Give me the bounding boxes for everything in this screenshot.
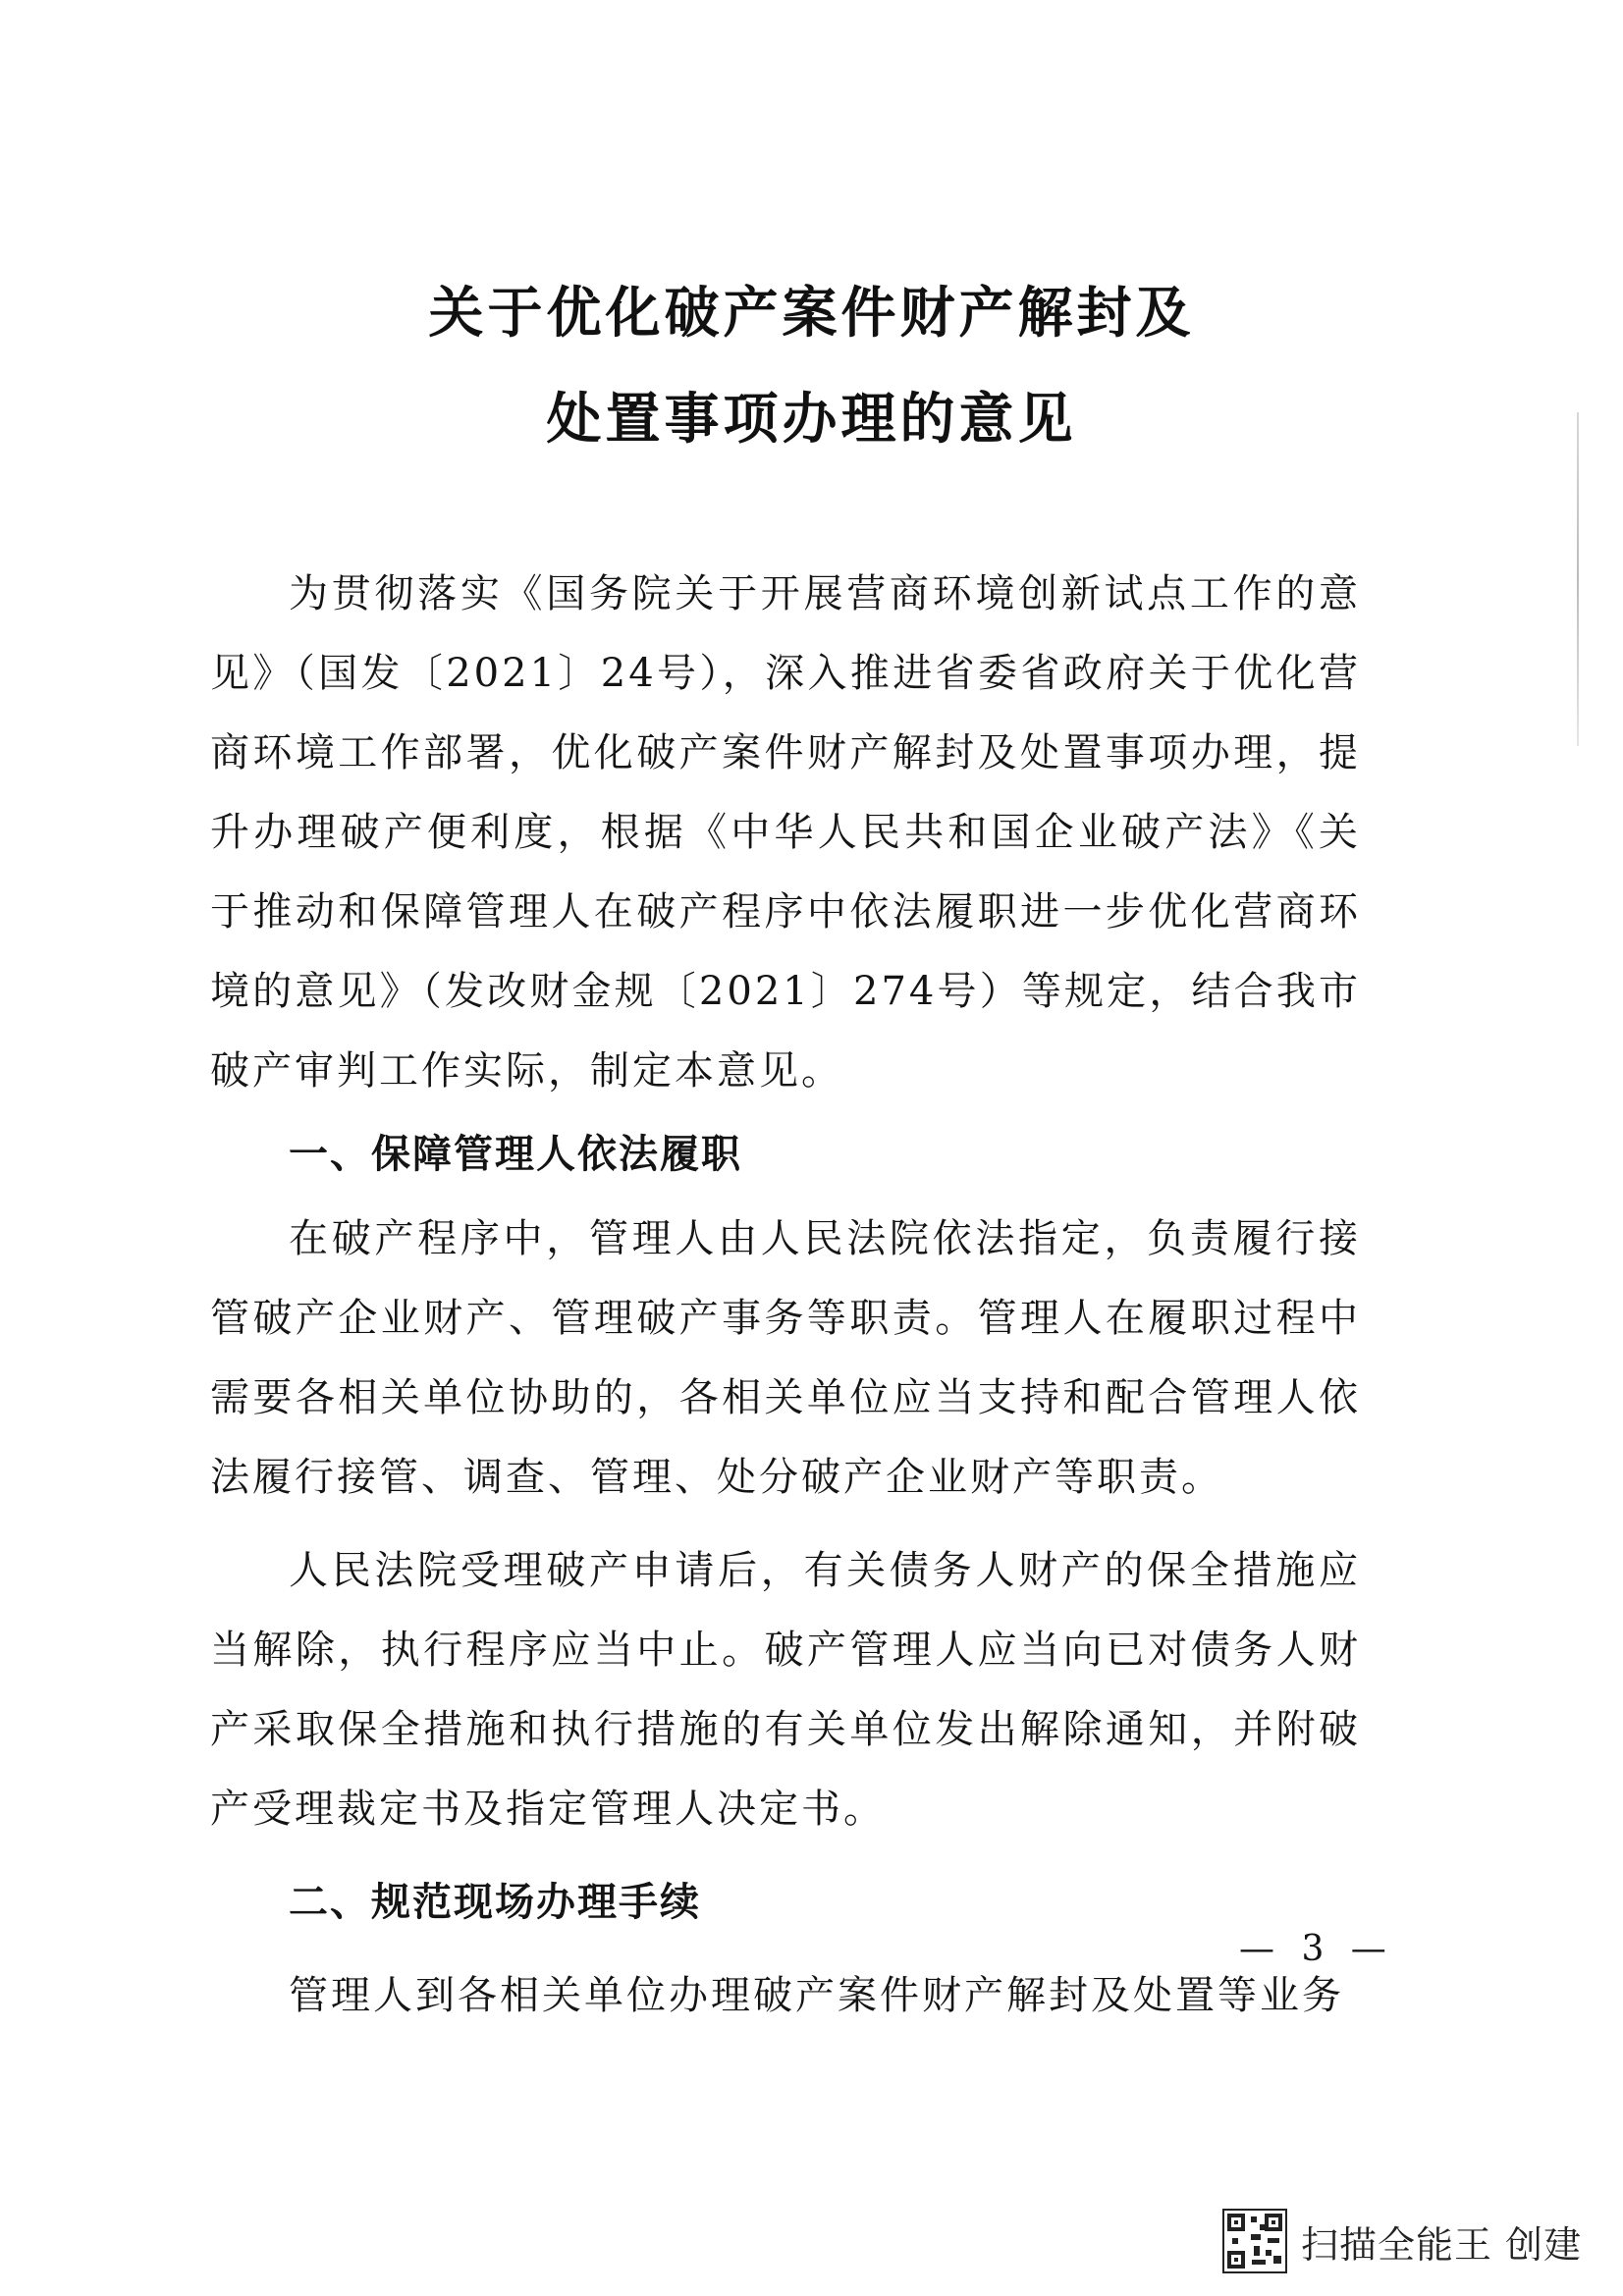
page-number: — 3 — [1239,1929,1394,1969]
section-heading-1: 一、保障管理人依法履职 [289,1132,742,1177]
document-title-line-2: 处置事项办理的意见 [546,388,1077,452]
qr-code-icon [1222,2209,1287,2273]
paragraph-section-2-a: 管理人到各相关单位办理破产案件财产解封及处置等业务 [289,1973,1344,2018]
document-title-line-1: 关于优化破产案件财产解封及 [428,282,1195,346]
paragraph-section-1-b: 人民法院受理破产申请后，有关债务人财产的保全措施应当解除，执行程序应当中止。破产管理人应当向已对债务人财产采取保全措施和执行措施的有关单位发出解除通知，并附破产受理裁定书及指定管理人决定书。 [210,1548,1361,1832]
scanner-watermark [1222,2207,1582,2275]
paragraph-section-1-a: 在破产程序中，管理人由人民法院依法指定，负责履行接管破产企业财产、管理破产事务等职责。管理人在履职过程中需要各相关单位协助的，各相关单位应当支持和配合管理人依法履行接管、调查、管理、处分破产企业财产等职责。 [210,1216,1361,1500]
document-body [210,555,1361,2036]
watermark-text: 扫描全能王 创建 [1301,2222,1583,2267]
section-heading-2: 二、规范现场办理手续 [289,1880,701,1925]
paragraph-preamble: 为贯彻落实《国务院关于开展营商环境创新试点工作的意见》（国发〔2021〕24号），深入推进省委省政府关于优化营商环境工作部署，优化破产案件财产解封及处置事项办理，提升办理破产便利度，根据《中华人民共和国企业破产法》《关于推动和保障管理人在破产程序中依法履职进一步优化营商环境的意见》（发改财金规〔2021〕274号）等规定，结合我市破产审判工作实际，制定本意见。 [210,571,1361,1094]
scan-edge-line [1577,412,1579,746]
